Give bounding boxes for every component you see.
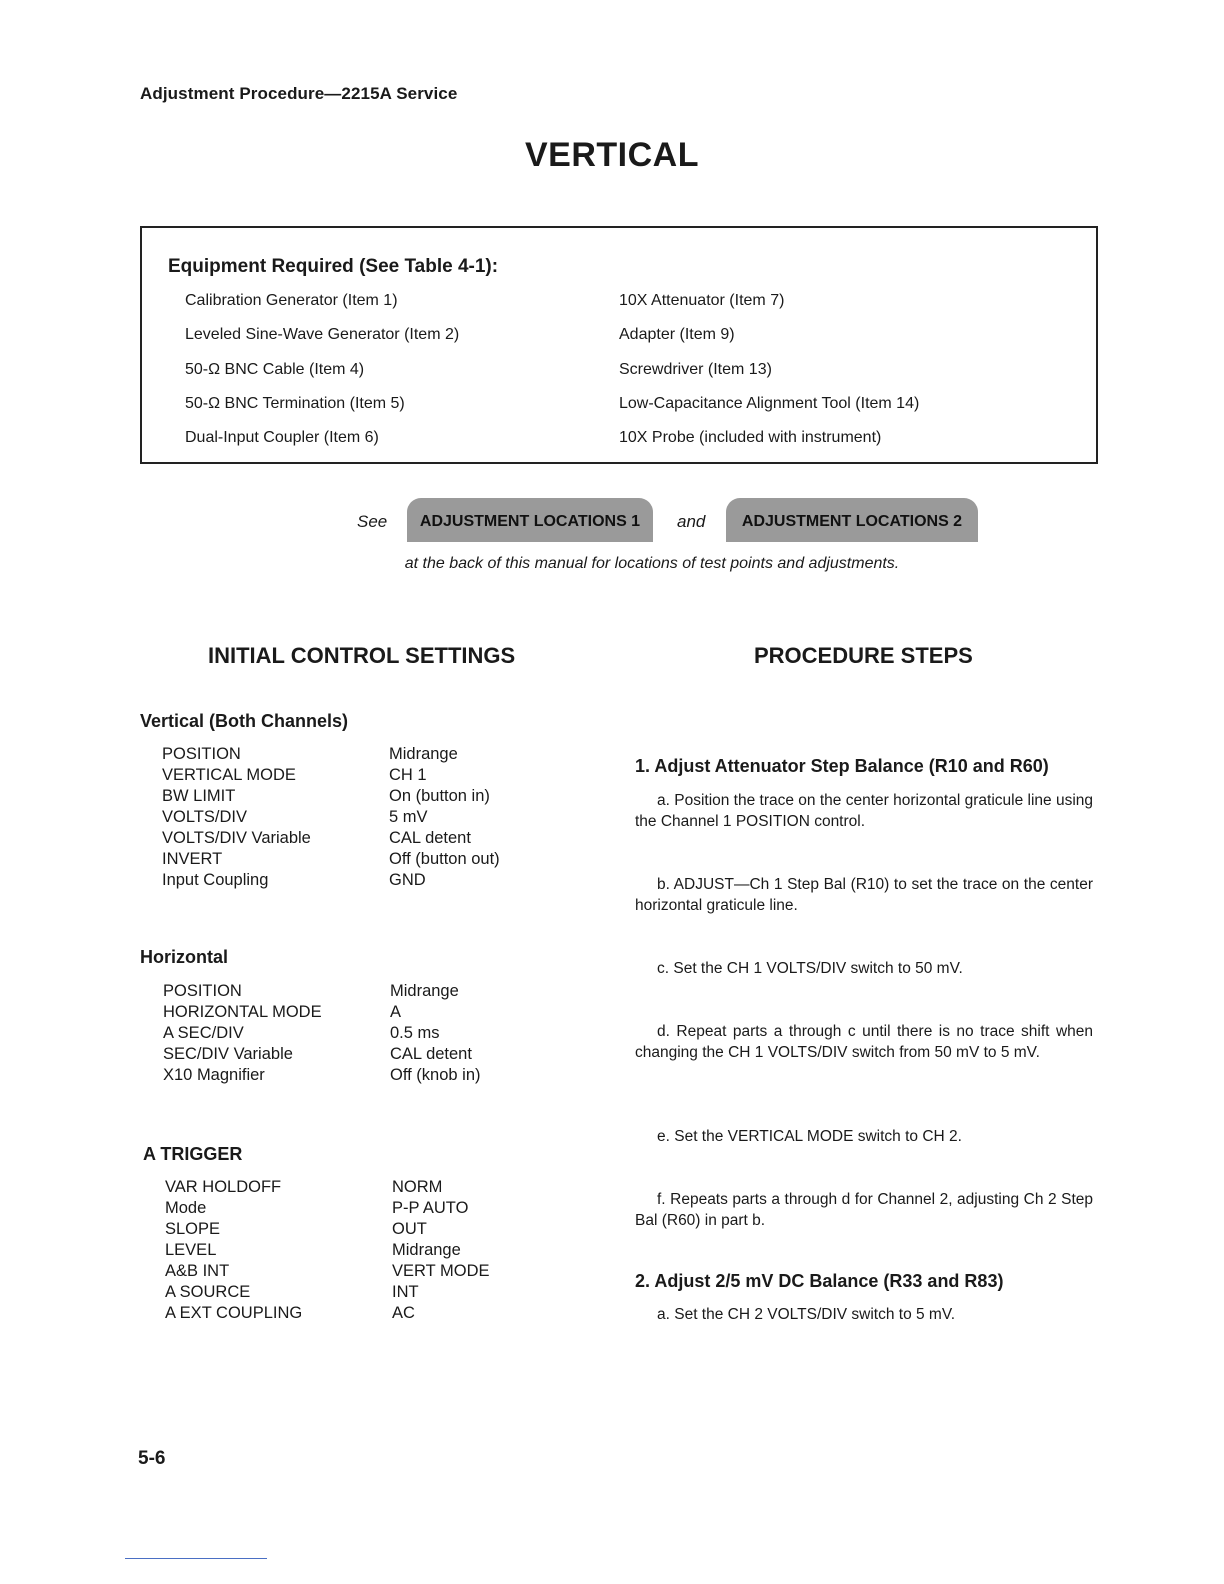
adjustment-locations-1-tab: ADJUSTMENT LOCATIONS 1 [407,498,653,542]
setting-row [165,1240,545,1261]
setting-value: 0.5 ms [390,1024,440,1042]
setting-value: 5 mV [389,808,428,826]
setting-row [163,1002,543,1023]
step-1c: c. Set the CH 1 VOLTS/DIV switch to 50 mV. [657,960,963,977]
see-note [0,498,1224,542]
setting-row [165,1177,545,1198]
setting-value: Midrange [390,982,459,1000]
setting-row [162,849,542,870]
setting-row [162,765,542,786]
setting-value: P-P AUTO [392,1199,469,1217]
step-1a: a. Position the trace on the center horizontal graticule line using the Channel 1 POSITION control. [635,792,1093,830]
equipment-item: 50-Ω BNC Cable (Item 4) [185,360,365,378]
setting-label: A EXT COUPLING [165,1304,303,1322]
setting-label: VERTICAL MODE [162,766,296,784]
setting-value: VERT MODE [392,1262,490,1280]
initial-settings-heading: INITIAL CONTROL SETTINGS [208,643,516,668]
see-note-tail: at the back of this manual for locations of test points and adjustments. [404,555,900,572]
setting-value: Off (knob in) [390,1066,481,1084]
setting-value: GND [389,871,426,889]
setting-label: A SEC/DIV [163,1024,244,1042]
step-1d: d. Repeat parts a through c until there is no trace shift when changing the CH 1 VOLTS/DIV switch from 50 mV to 5 mV. [635,1023,1093,1061]
setting-label: VOLTS/DIV [162,808,247,826]
equipment-heading: Equipment Required (See Table 4-1): [168,256,499,277]
setting-value: AC [392,1304,415,1322]
equipment-item: Leveled Sine-Wave Generator (Item 2) [185,326,460,344]
equipment-box [140,226,1098,464]
footer-rule [125,1558,267,1559]
step-1b: b. ADJUST—Ch 1 Step Bal (R10) to set the trace on the center horizontal graticule line. [635,876,1093,914]
step-2a: a. Set the CH 2 VOLTS/DIV switch to 5 mV. [657,1306,956,1323]
setting-label: LEVEL [165,1241,217,1259]
equipment-item: Dual-Input Coupler (Item 6) [185,429,379,447]
setting-row [165,1261,545,1282]
group-title-horizontal: Horizontal [140,947,228,967]
setting-row [162,870,542,891]
group-title-a-trigger: A TRIGGER [143,1144,243,1164]
setting-value: NORM [392,1178,443,1196]
setting-value: Off (button out) [389,850,500,868]
group-title-vertical: Vertical (Both Channels) [140,711,349,731]
setting-label: POSITION [162,745,241,763]
setting-row [163,1044,543,1065]
setting-value: A [390,1003,402,1021]
equipment-item: 50-Ω BNC Termination (Item 5) [185,394,405,412]
step-1e: e. Set the VERTICAL MODE switch to CH 2. [657,1128,962,1145]
page-number: 5-6 [138,1448,166,1469]
setting-row [162,744,542,765]
setting-label: BW LIMIT [162,787,236,805]
equipment-item: Calibration Generator (Item 1) [185,292,398,309]
settings-table-a-trigger [165,1177,545,1324]
setting-label: Input Coupling [162,871,269,889]
setting-label: A&B INT [165,1262,230,1280]
adjustment-locations-2-tab: ADJUSTMENT LOCATIONS 2 [726,498,978,542]
setting-label: INVERT [162,850,223,868]
setting-value: INT [392,1283,419,1301]
setting-row [163,1065,543,1086]
setting-row [162,828,542,849]
and-word: and [677,512,706,531]
setting-label: A SOURCE [165,1283,251,1301]
setting-value: OUT [392,1220,427,1238]
equipment-item: Screwdriver (Item 13) [619,360,772,378]
equipment-item: Adapter (Item 9) [619,326,735,344]
setting-row [165,1219,545,1240]
setting-value: CAL detent [389,829,471,847]
equipment-item: 10X Probe (included with instrument) [619,429,882,447]
step-2-title: 2. Adjust 2/5 mV DC Balance (R33 and R83) [635,1271,1004,1291]
setting-value: On (button in) [389,787,490,805]
setting-row [165,1198,545,1219]
settings-table-vertical [162,744,542,891]
setting-row [163,1023,543,1044]
setting-row [162,807,542,828]
setting-row [163,981,543,1002]
setting-label: SEC/DIV Variable [163,1045,293,1063]
setting-row [165,1303,545,1324]
equipment-item: 10X Attenuator (Item 7) [619,292,785,309]
setting-label: VOLTS/DIV Variable [162,829,311,847]
section-title: VERTICAL [525,136,699,174]
step-1f: f. Repeats parts a through d for Channel 2, adjusting Ch 2 Step Bal (R60) in part b. [635,1191,1093,1229]
equipment-list-left [185,290,459,461]
setting-label: VAR HOLDOFF [165,1178,282,1196]
settings-table-horizontal [163,981,543,1086]
setting-label: POSITION [163,982,242,1000]
setting-label: SLOPE [165,1220,221,1238]
setting-row [165,1282,545,1303]
setting-value: CAL detent [390,1045,472,1063]
setting-value: CH 1 [389,766,427,784]
setting-value: Midrange [389,745,458,763]
setting-value: Midrange [392,1241,461,1259]
step-1-title: 1. Adjust Attenuator Step Balance (R10 and R60) [635,756,1049,776]
setting-row [162,786,542,807]
procedure-steps-heading: PROCEDURE STEPS [754,643,973,668]
equipment-list-right [619,290,919,461]
running-header: Adjustment Procedure—2215A Service [140,84,458,103]
setting-label: Mode [165,1199,207,1217]
setting-label: X10 Magnifier [163,1066,265,1084]
see-word: See [357,512,388,531]
setting-label: HORIZONTAL MODE [163,1003,322,1021]
equipment-item: Low-Capacitance Alignment Tool (Item 14) [619,394,920,412]
